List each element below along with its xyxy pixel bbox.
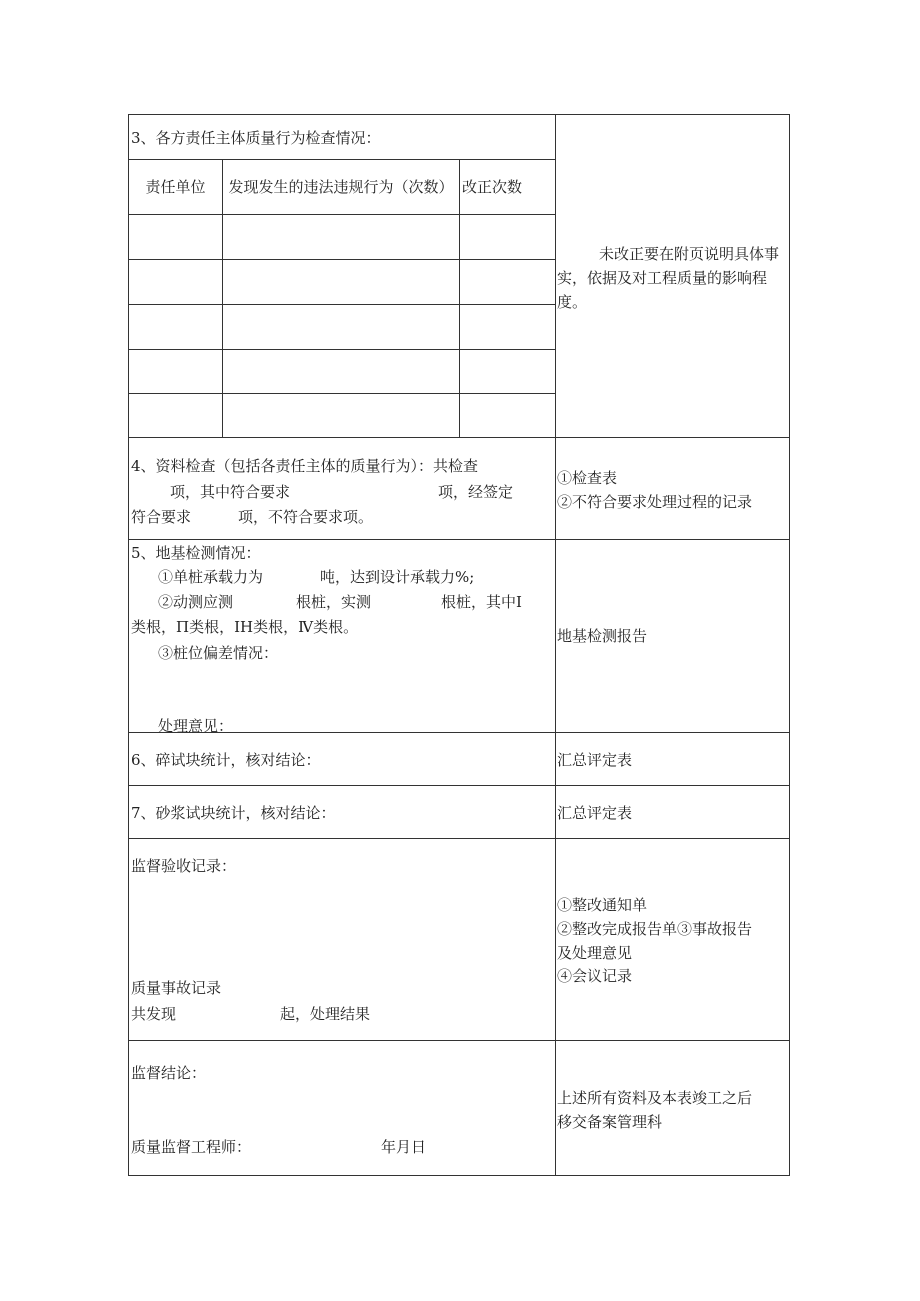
accident-record-label: 质量事故记录 <box>131 979 222 997</box>
section-4-line3b: 项，不符合要求项。 <box>238 508 374 526</box>
section-5-line5: 处理意见： <box>158 717 234 732</box>
accident-found-a: 共发现 <box>131 1005 177 1023</box>
section-5-line2c: 根桩，其中Ⅰ <box>441 593 522 611</box>
acceptance-attachment-1: ①整改通知单 <box>557 896 648 914</box>
header-responsible-unit: 责任单位 <box>145 178 206 196</box>
section-5-line4: ③桩位偏差情况： <box>158 644 279 662</box>
section-7-text: 7、砂浆试块统计，核对结论： <box>131 804 336 822</box>
section-5-attachment: 地基检测报告 <box>557 627 648 645</box>
date-label: 年月日 <box>381 1138 427 1156</box>
section-5-title: 5、地基检测情况： <box>131 544 261 562</box>
section-3-title: 3、各方责任主体质量行为检查情况： <box>131 129 381 147</box>
section-6-text: 6、碎试块统计，核对结论： <box>131 751 321 769</box>
conclusion-note-1: 上述所有资料及本表竣工之后 <box>557 1089 753 1107</box>
inner-table-line <box>128 393 555 394</box>
section-4-line2a: 项，其中符合要求 <box>170 483 291 501</box>
acceptance-attachment-3: 及处理意见 <box>557 944 633 962</box>
section-5-line1b: 吨，达到设计承载力%; <box>320 568 475 586</box>
inner-table-line <box>222 159 223 437</box>
row-divider <box>128 732 790 733</box>
row-divider <box>128 785 790 786</box>
inner-table-line <box>128 304 555 305</box>
section-7-attachment: 汇总评定表 <box>557 804 633 822</box>
section-5-line2b: 根桩，实测 <box>296 593 372 611</box>
column-divider <box>555 114 556 1176</box>
section-4-line2b: 项，经签定 <box>438 483 514 501</box>
section-4-line3a: 符合要求 <box>131 508 192 526</box>
header-correction-count: 改正次数 <box>462 178 523 196</box>
section-4-attachment-1: ①检查表 <box>557 469 618 487</box>
row-divider <box>128 539 790 540</box>
section-3-note: 未改正要在附页说明具体事实，依据及对工程质量的影响程度。 <box>557 245 780 311</box>
section-4-attachment-2: ②不符合要求处理过程的记录 <box>557 493 753 511</box>
inner-table-line <box>128 214 555 215</box>
section-5-line2a: ②动测应测 <box>158 593 234 611</box>
section-5-line1a: ①单桩承载力为 <box>158 568 264 586</box>
section-4-line1: 4、资料检查（包括各责任主体的质量行为）：共检查 <box>131 457 479 475</box>
acceptance-title: 监督验收记录： <box>131 857 237 875</box>
row-divider <box>128 1040 790 1041</box>
header-violations: 发现发生的违法违规行为（次数） <box>228 178 454 196</box>
row-divider <box>128 838 790 839</box>
conclusion-note-2: 移交备案管理科 <box>557 1113 663 1131</box>
row-divider <box>128 437 790 438</box>
inner-table-line <box>128 349 555 350</box>
section-6-attachment: 汇总评定表 <box>557 751 633 769</box>
engineer-label: 质量监督工程师： <box>131 1138 252 1156</box>
acceptance-attachment-4: ④会议记录 <box>557 967 633 985</box>
conclusion-title: 监督结论： <box>131 1064 207 1082</box>
accident-found-b: 起，处理结果 <box>280 1005 371 1023</box>
acceptance-attachment-2: ②整改完成报告单③事故报告 <box>557 920 753 938</box>
inner-table-line <box>128 259 555 260</box>
section-5-line3: 类根，Π类根，IH类根，Ⅳ类根。 <box>131 618 359 636</box>
